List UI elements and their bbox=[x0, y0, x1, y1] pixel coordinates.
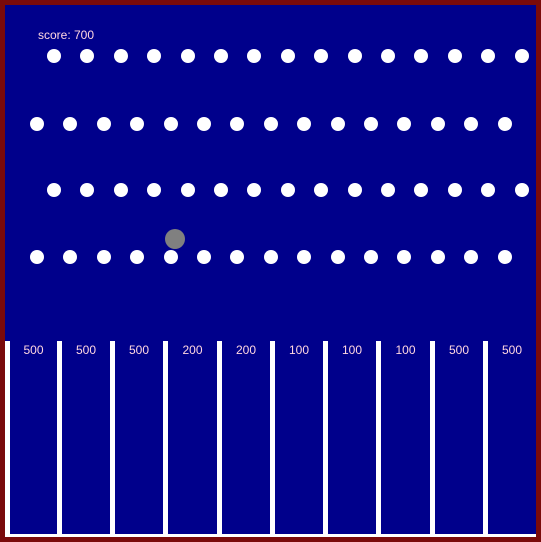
slot-value-label: 200 bbox=[182, 343, 203, 357]
slot-divider bbox=[536, 341, 541, 541]
peg bbox=[515, 49, 529, 63]
slot-divider bbox=[217, 341, 222, 541]
peg bbox=[30, 250, 44, 264]
slot-divider bbox=[5, 341, 10, 541]
slot-value-label: 100 bbox=[288, 343, 310, 357]
peg bbox=[264, 117, 278, 131]
peg bbox=[397, 117, 411, 131]
slot-value-label: 500 bbox=[23, 343, 44, 357]
peg bbox=[97, 250, 111, 264]
peg bbox=[297, 250, 311, 264]
peg bbox=[431, 250, 445, 264]
slot-value-label: 500 bbox=[128, 343, 150, 357]
peg bbox=[498, 250, 512, 264]
peg bbox=[164, 250, 178, 264]
ball[interactable] bbox=[165, 229, 185, 249]
peg bbox=[47, 49, 61, 63]
peg bbox=[63, 117, 77, 131]
peg bbox=[364, 250, 378, 264]
floor-line bbox=[5, 534, 541, 538]
peg bbox=[247, 183, 261, 197]
slot-divider bbox=[323, 341, 328, 541]
peg bbox=[314, 49, 328, 63]
peg bbox=[80, 49, 94, 63]
peg bbox=[97, 117, 111, 131]
peg bbox=[197, 117, 211, 131]
peg bbox=[331, 250, 345, 264]
peg bbox=[147, 49, 161, 63]
peg bbox=[281, 183, 295, 197]
peg bbox=[164, 117, 178, 131]
peg bbox=[414, 49, 428, 63]
peg bbox=[181, 183, 195, 197]
slot-divider bbox=[57, 341, 62, 541]
peg bbox=[381, 183, 395, 197]
peg bbox=[30, 117, 44, 131]
peg bbox=[364, 117, 378, 131]
peg bbox=[247, 49, 261, 63]
peg bbox=[481, 183, 495, 197]
slot-value-label: 200 bbox=[235, 343, 257, 357]
peg bbox=[414, 183, 428, 197]
score-label: score: 700 bbox=[38, 28, 95, 42]
slot-value-label: 500 bbox=[448, 343, 470, 357]
peg bbox=[448, 49, 462, 63]
peg bbox=[348, 183, 362, 197]
peg bbox=[230, 117, 244, 131]
peg bbox=[481, 49, 495, 63]
peg bbox=[498, 117, 512, 131]
peg bbox=[297, 117, 311, 131]
peg bbox=[114, 183, 128, 197]
slot-divider bbox=[430, 341, 435, 541]
peg bbox=[230, 250, 244, 264]
slot-divider bbox=[163, 341, 168, 541]
peg bbox=[264, 250, 278, 264]
peg bbox=[80, 183, 94, 197]
slot-value-label: 100 bbox=[395, 343, 416, 357]
slot-divider bbox=[483, 341, 488, 541]
peg bbox=[214, 49, 228, 63]
peg bbox=[448, 183, 462, 197]
peg bbox=[331, 117, 345, 131]
peg bbox=[114, 49, 128, 63]
peg bbox=[464, 250, 478, 264]
peg bbox=[314, 183, 328, 197]
peg bbox=[381, 49, 395, 63]
peg bbox=[281, 49, 295, 63]
peg bbox=[181, 49, 195, 63]
peg bbox=[147, 183, 161, 197]
peg bbox=[197, 250, 211, 264]
peg bbox=[130, 250, 144, 264]
peg bbox=[214, 183, 228, 197]
peg bbox=[397, 250, 411, 264]
peg bbox=[63, 250, 77, 264]
peg bbox=[431, 117, 445, 131]
peg bbox=[348, 49, 362, 63]
slot-divider bbox=[270, 341, 275, 541]
slot-divider bbox=[376, 341, 381, 541]
slot-value-label: 500 bbox=[75, 343, 97, 357]
peg bbox=[47, 183, 61, 197]
slot-value-label: 500 bbox=[501, 343, 523, 357]
peg bbox=[130, 117, 144, 131]
slot-divider bbox=[110, 341, 115, 541]
peg bbox=[464, 117, 478, 131]
peg bbox=[515, 183, 529, 197]
slot-value-label: 100 bbox=[341, 343, 363, 357]
